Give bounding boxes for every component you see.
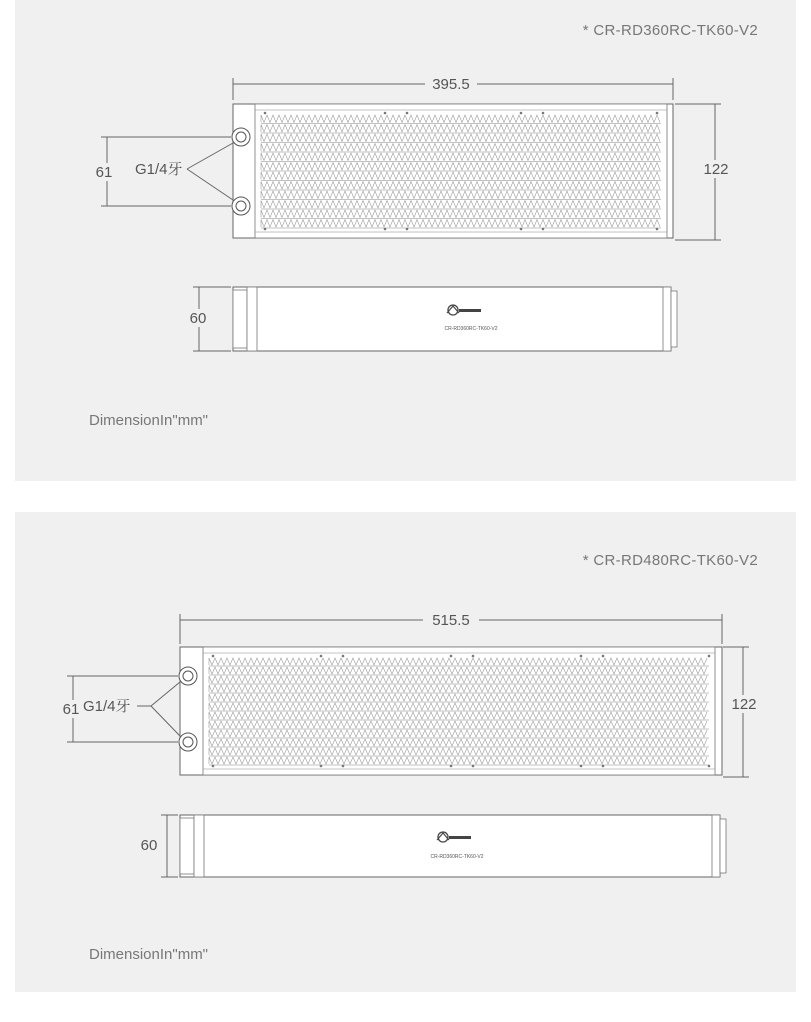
- length-dim-label: 515.5: [432, 612, 470, 629]
- model-title: * CR-RD480RC-TK60-V2: [582, 552, 758, 569]
- product-label-text: CR-RD360RC-TK60-V2: [430, 854, 484, 860]
- radiator-drawing-480: [15, 512, 796, 992]
- diagram-panel-360: [15, 0, 796, 481]
- length-dim-label: 395.5: [432, 76, 470, 93]
- thread-callout: G1/4牙: [135, 161, 183, 178]
- height-dim-label: 122: [731, 696, 757, 713]
- side-view-body: [180, 815, 720, 877]
- product-label-text: CR-RD360RC-TK60-V2: [444, 326, 498, 332]
- unit-note: DimensionIn"mm": [89, 412, 209, 429]
- model-title: * CR-RD360RC-TK60-V2: [582, 22, 758, 39]
- thickness-dim-label: 60: [140, 837, 158, 854]
- thread-callout: G1/4牙: [83, 698, 131, 715]
- thickness-dim-label: 60: [189, 310, 207, 327]
- port-spacing-label: 61: [62, 701, 80, 718]
- unit-note: DimensionIn"mm": [89, 946, 209, 963]
- radiator-drawing-360: [15, 0, 796, 481]
- height-dim-label: 122: [703, 161, 729, 178]
- diagram-panel-480: [15, 512, 796, 992]
- side-view-body: [233, 287, 671, 351]
- port-spacing-label: 61: [95, 164, 113, 181]
